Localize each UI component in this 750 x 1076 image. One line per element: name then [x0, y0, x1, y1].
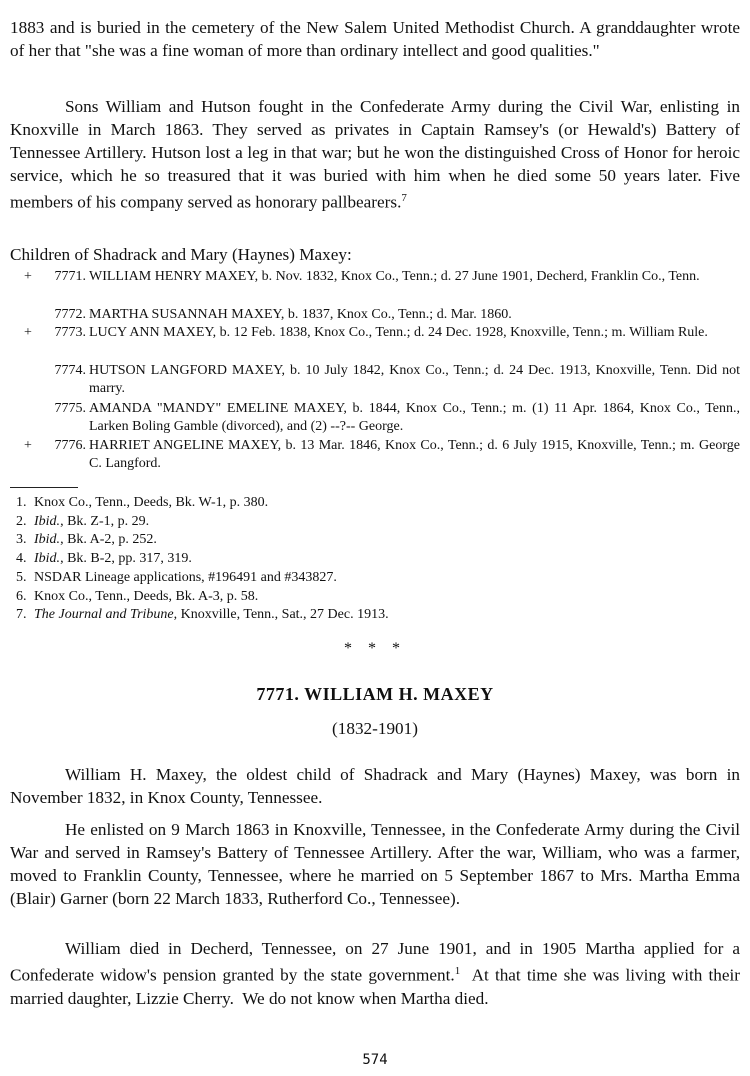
footnote [10, 531, 157, 549]
child-number: 7774. [54, 363, 86, 378]
child-text: HARRIET ANGELINE MAXEY, b. 13 Mar. 1846, Knox Co., Tenn.; d. 6 July 1915, Knoxville, Tenn.; m. George C. Langford. [89, 438, 740, 471]
child-text: LUCY ANN MAXEY, b. 12 Feb. 1838, Knox Co., Tenn.; d. 24 Dec. 1928, Knoxville, Tenn.; m. William Rule. [89, 325, 708, 340]
footnote-number: 1. [16, 495, 27, 510]
footnote [10, 588, 258, 606]
footnote-number: 7. [16, 607, 27, 622]
child-number: 7776. [54, 438, 86, 453]
footnote-number: 5. [16, 570, 27, 585]
footnote-divider [10, 487, 78, 488]
footnote-ref: 1 [454, 965, 461, 977]
sons-paragraph [10, 95, 740, 214]
footnote-text: Knox Co., Tenn., Deeds, Bk. W-1, p. 380. [34, 495, 269, 510]
child-number: 7771. [54, 269, 86, 284]
footnote-number: 6. [16, 589, 27, 604]
william-paragraph-1: William H. Maxey, the oldest child of Shadrack and Mary (Haynes) Maxey, was born in November 1832, in Knox County, Tennessee. [10, 765, 740, 807]
section-title: 7771. WILLIAM H. MAXEY [256, 684, 494, 704]
footnote-ref: 7 [401, 192, 407, 204]
footnote [10, 513, 149, 531]
child-text: AMANDA "MANDY" EMELINE MAXEY, b. 1844, Knox Co., Tenn.; m. (1) 11 Apr. 1864, Knox Co., Tenn., Larken Boling Gamble (divorced), and (2) --?-- George. [89, 401, 740, 434]
footnote-italic: Ibid. [34, 514, 61, 529]
footnote [10, 550, 192, 568]
footnote-italic: Ibid. [34, 551, 61, 566]
child-plus-marker: + [24, 325, 32, 340]
footnote-italic: The Journal and Tribune [34, 607, 174, 622]
william-paragraph-3-text-b: At that time she was living with their married daughter, Lizzie Cherry. We do not know when Martha died. [10, 965, 745, 1008]
william-paragraph-3-text-a: William died in Decherd, Tennessee, on 27 June 1901, and in 1905 Martha applied for a Confederate widow's pension granted by the state government. [10, 939, 740, 985]
section-dates: (1832-1901) [332, 719, 418, 738]
footnote-text: Knox Co., Tenn., Deeds, Bk. A-3, p. 58. [34, 589, 259, 604]
child-number: 7775. [54, 401, 86, 416]
intro-paragraph: 1883 and is buried in the cemetery of the New Salem United Methodist Church. A granddaughter wrote of her that "she was a fine woman of more than ordinary intellect and good qualities." [10, 18, 740, 60]
child-text: HUTSON LANGFORD MAXEY, b. 10 July 1842, Knox Co., Tenn.; d. 24 Dec. 1913, Knoxville, Tenn. Did not marry. [89, 363, 740, 396]
sons-paragraph-text: Sons William and Hutson fought in the Confederate Army during the Civil War, enlisting in Knoxville in March 1863. They served as privates in Captain Ramsey's (or Hewald's) Battery of Tennessee Artillery. Hutson lost a leg in that war; but he won the distinguished Cross of Honor for heroic service, which he so treasured that it was buried with him when he died some 50 years later. Five members of his company served as honorary pallbearers. [10, 97, 740, 212]
page-number: 574 [362, 1052, 388, 1068]
footnote-text: , Bk. A-2, p. 252. [60, 532, 157, 547]
footnote [10, 606, 389, 624]
footnote-text: , Knoxville, Tenn., Sat., 27 Dec. 1913. [173, 607, 389, 622]
footnote-number: 2. [16, 514, 27, 529]
child-number: 7773. [54, 325, 86, 340]
child-text: MARTHA SUSANNAH MAXEY, b. 1837, Knox Co., Tenn.; d. Mar. 1860. [89, 307, 512, 322]
child-text: WILLIAM HENRY MAXEY, b. Nov. 1832, Knox Co., Tenn.; d. 27 June 1901, Decherd, Franklin Co., Tenn. [89, 269, 700, 284]
footnote-text: , Bk. Z-1, p. 29. [60, 514, 150, 529]
william-paragraph-3 [10, 937, 745, 1010]
footnote [10, 569, 337, 587]
child-plus-marker: + [24, 269, 32, 284]
william-paragraph-2: He enlisted on 9 March 1863 in Knoxville, Tennessee, in the Confederate Army during the Civil War and served in Ramsey's Battery of Tennessee Artillery. After the war, William, who was a farmer, moved to Franklin County, Tennessee, where he married on 5 September 1867 to Mrs. Martha Emma (Blair) Garner (born 22 March 1833, Rutherford Co., Tennessee). [10, 820, 740, 908]
footnote-italic: Ibid. [34, 532, 61, 547]
children-heading: Children of Shadrack and Mary (Haynes) Maxey: [10, 245, 352, 264]
footnote-text: NSDAR Lineage applications, #196491 and #343827. [34, 570, 337, 585]
footnote [10, 494, 268, 512]
child-number: 7772. [54, 307, 86, 322]
section-separator: * * * [344, 640, 406, 657]
child-plus-marker: + [24, 438, 32, 453]
footnote-number: 4. [16, 551, 27, 566]
footnote-text: , Bk. B-2, pp. 317, 319. [60, 551, 192, 566]
footnote-number: 3. [16, 532, 27, 547]
